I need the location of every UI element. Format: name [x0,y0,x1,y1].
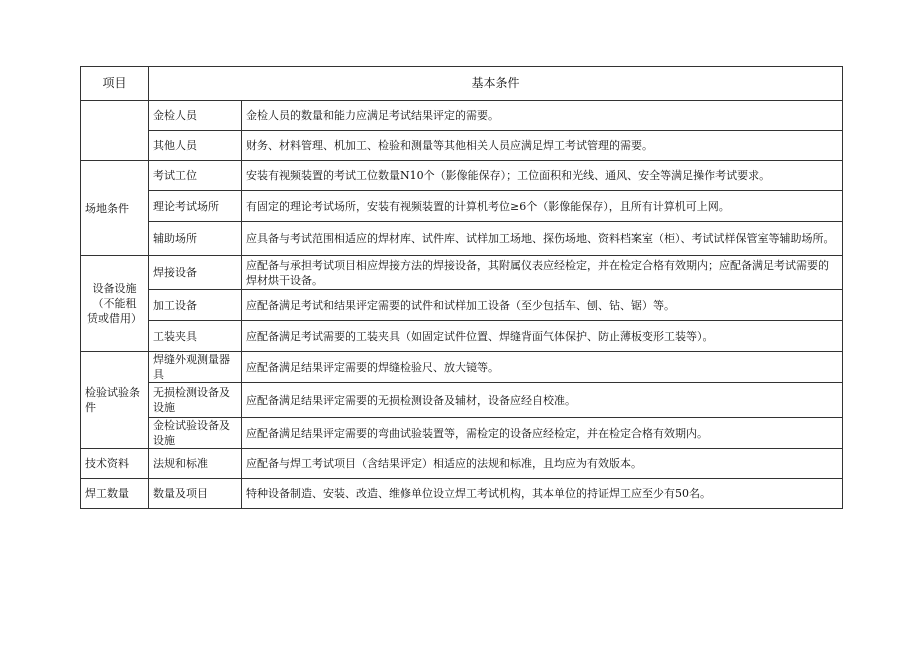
conditions-table [80,66,843,509]
condition-cell: 应配备满足结果评定需要的焊缝检验尺、放大镜等。 [242,352,843,383]
table-row [81,101,843,131]
category-cell [81,256,149,352]
subitem-cell: 辅助场所 [149,222,242,256]
table-row [81,222,843,256]
subitem-cell: 焊接设备 [149,256,242,290]
subitem-cell: 金检人员 [149,101,242,131]
condition-cell: 应配备满足结果评定需要的弯曲试验装置等，需检定的设备应经检定，并在检定合格有效期内。 [242,418,843,449]
category-line: 设备设施 [92,282,137,295]
category-line: 检验试验条 [85,386,140,399]
condition-cell: 安装有视频装置的考试工位数量N10个（影像能保存）；工位面积和光线、通风、安全等满足操作考试要求。 [242,161,843,191]
condition-cell: 有固定的理论考试场所，安装有视频装置的计算机考位≥6个（影像能保存），且所有计算机可上网。 [242,191,843,222]
table-row [81,449,843,479]
condition-cell: 应具备与考试范围相适应的焊材库、试件库、试样加工场地、探伤场地、资料档案室（柜）、考试试样保管室等辅助场所。 [242,222,843,256]
category-line: （不能租 [92,297,137,310]
condition-cell: 金检人员的数量和能力应满足考试结果评定的需要。 [242,101,843,131]
subitem-cell: 数量及项目 [149,479,242,509]
table-row [81,321,843,352]
table-row [81,256,843,290]
table-row [81,383,843,418]
subitem-cell: 其他人员 [149,131,242,161]
category-cell: 场地条件 [81,161,149,256]
category-cell: 技术资料 [81,449,149,479]
table-row [81,131,843,161]
table-row [81,418,843,449]
table-row [81,479,843,509]
header-conditions: 基本条件 [149,67,843,101]
header-item: 项目 [81,67,149,101]
subitem-cell: 焊缝外观测量器具 [149,352,242,383]
category-cell [81,352,149,449]
table-header-row [81,67,843,101]
category-line: 赁或借用） [87,312,142,325]
table-row [81,352,843,383]
condition-cell: 应配备满足结果评定需要的无损检测设备及辅材，设备应经自校准。 [242,383,843,418]
table-row [81,290,843,321]
condition-cell: 应配备满足考试需要的工装夹具（如固定试件位置、焊缝背面气体保护、防止薄板变形工装等）。 [242,321,843,352]
subitem-cell: 考试工位 [149,161,242,191]
condition-cell: 应配备与焊工考试项目（含结果评定）相适应的法规和标准，且均应为有效版本。 [242,449,843,479]
table-row [81,191,843,222]
table-row [81,161,843,191]
subitem-cell: 金检试验设备及设施 [149,418,242,449]
subitem-cell: 理论考试场所 [149,191,242,222]
category-cell: 焊工数量 [81,479,149,509]
condition-cell: 特种设备制造、安装、改造、维修单位设立焊工考试机构，其本单位的持证焊工应至少有50名。 [242,479,843,509]
category-line: 件 [85,401,96,414]
condition-cell: 财务、材料管理、机加工、检验和测量等其他相关人员应满足焊工考试管理的需要。 [242,131,843,161]
subitem-cell: 加工设备 [149,290,242,321]
subitem-cell: 工装夹具 [149,321,242,352]
condition-cell: 应配备与承担考试项目相应焊接方法的焊接设备，其附属仪表应经检定，并在检定合格有效期内；应配备满足考试需要的焊材烘干设备。 [242,256,843,290]
subitem-cell: 无损检测设备及设施 [149,383,242,418]
subitem-cell: 法规和标准 [149,449,242,479]
condition-cell: 应配备满足考试和结果评定需要的试件和试样加工设备（至少包括车、刨、钻、锯）等。 [242,290,843,321]
category-cell [81,101,149,161]
